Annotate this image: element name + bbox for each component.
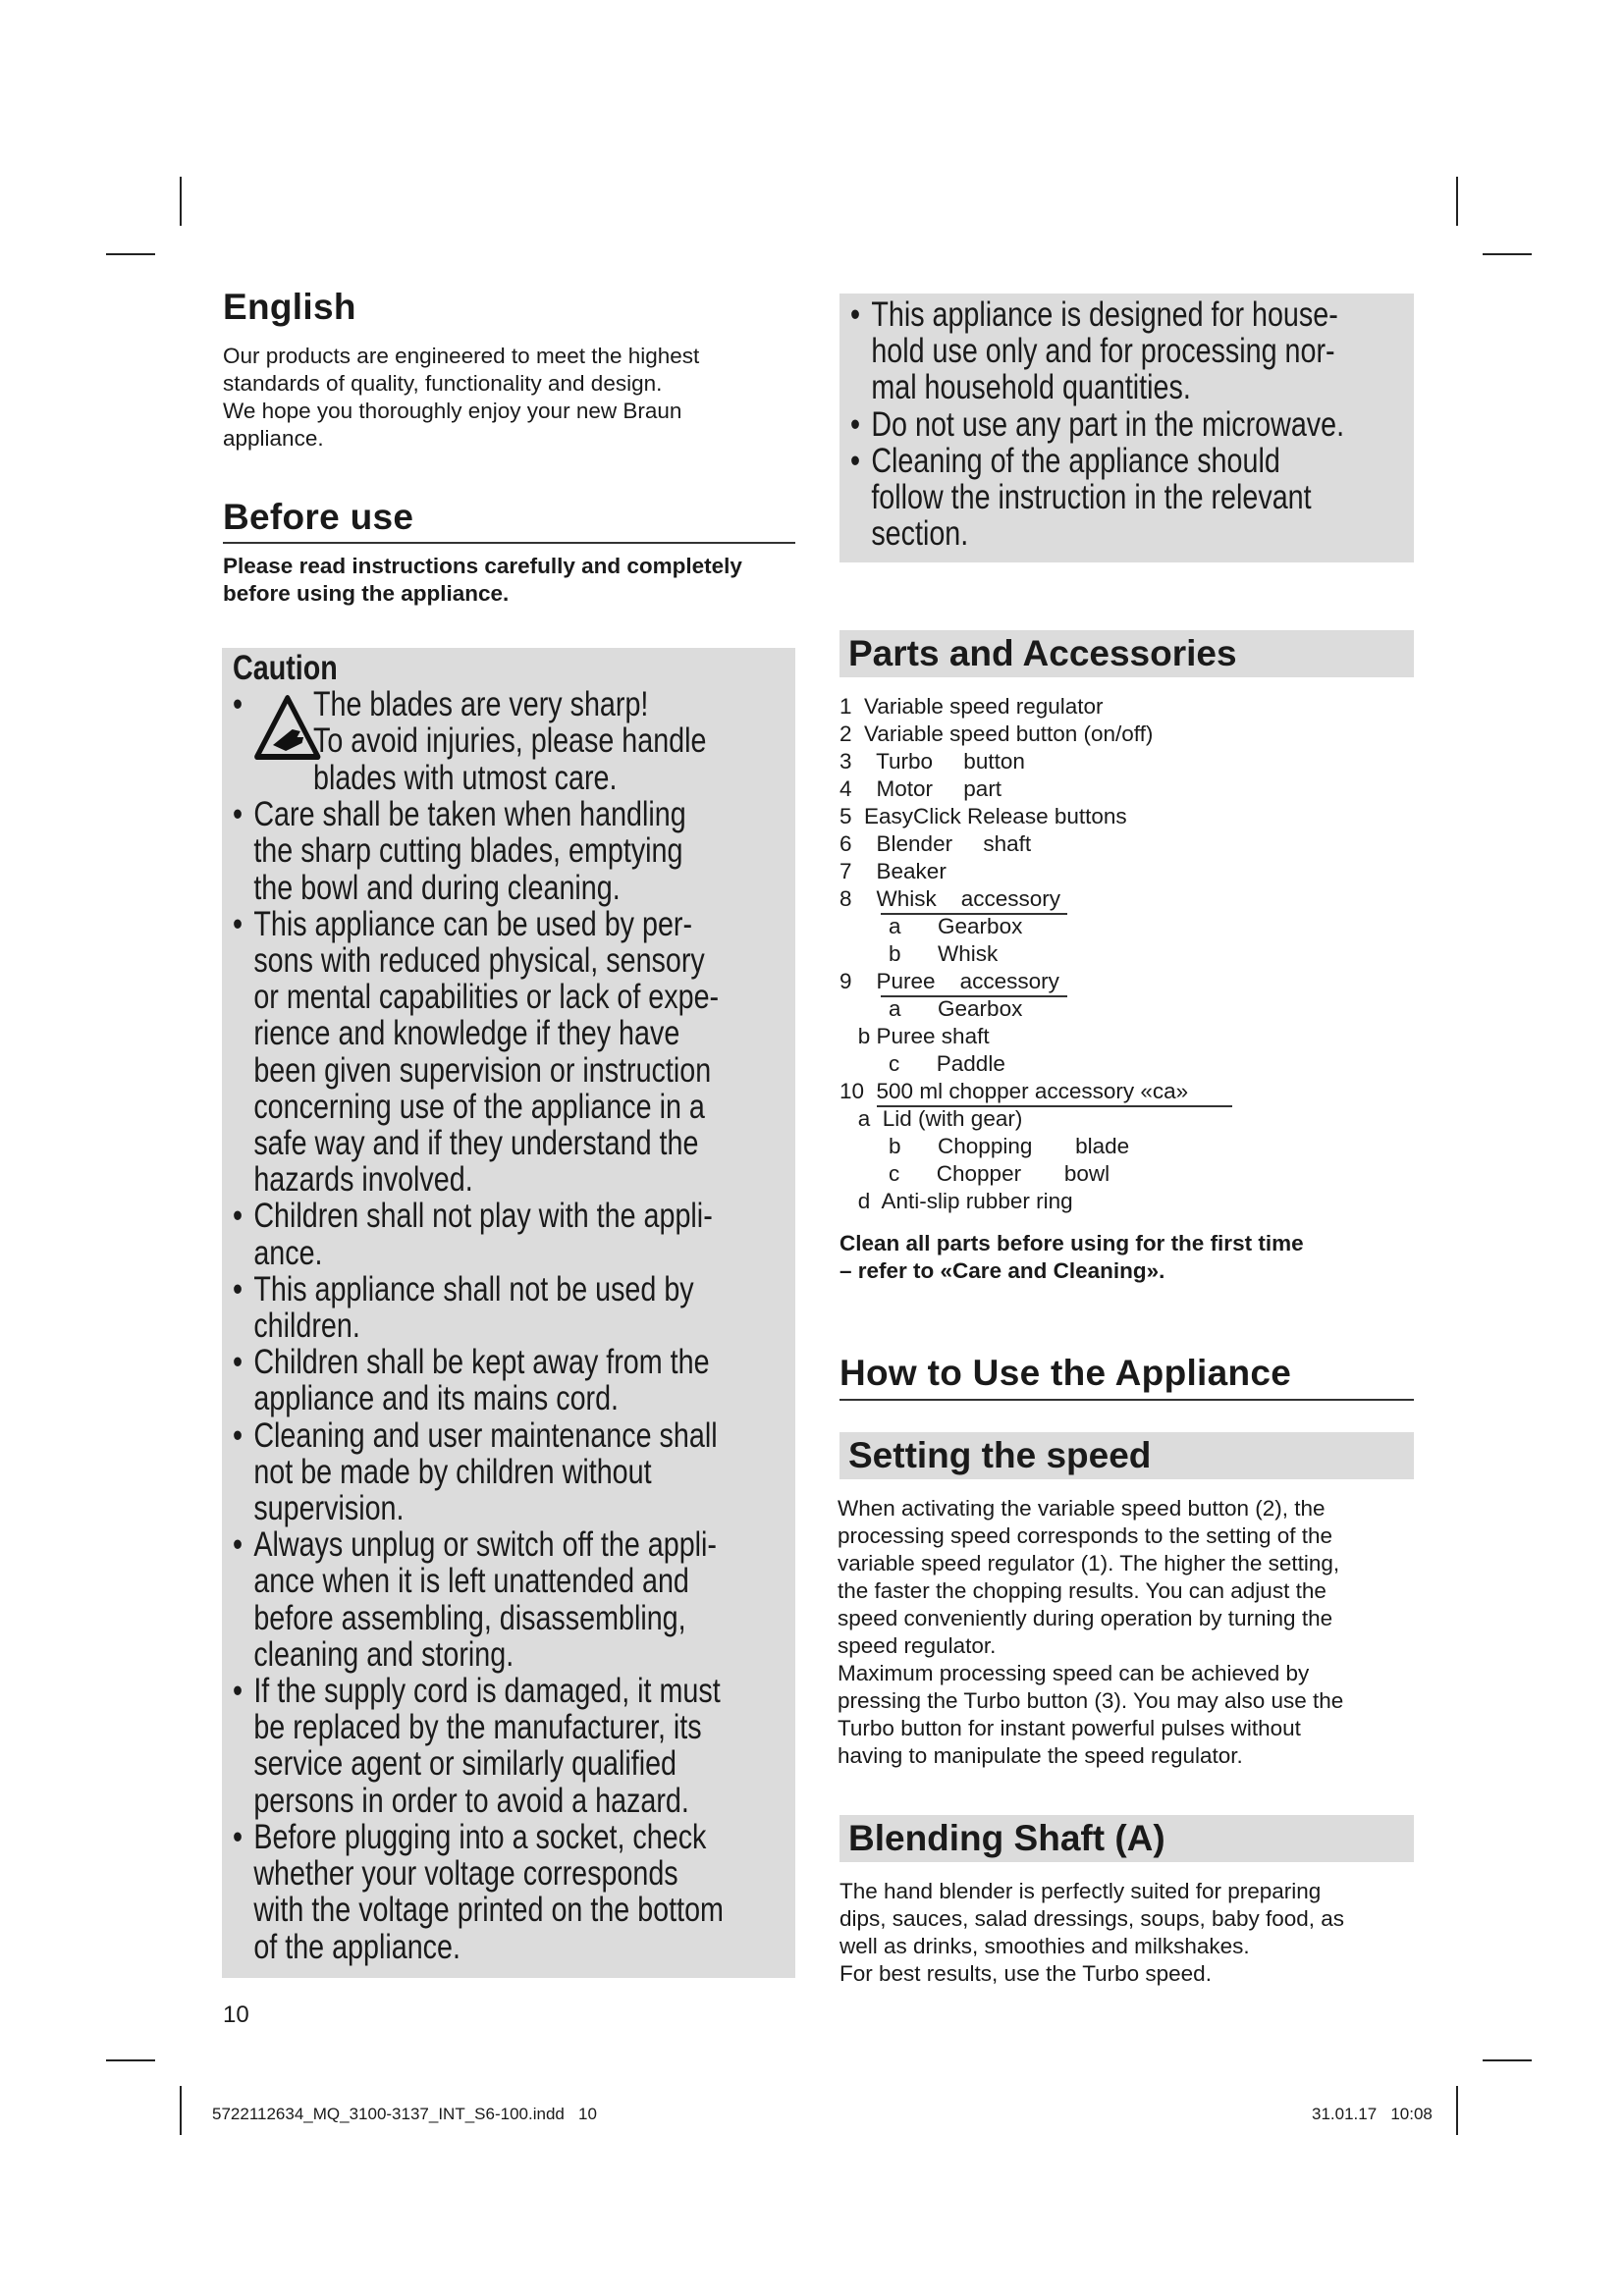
crop-mark [1483,253,1532,255]
speed-line: speed regulator. [838,1633,997,1658]
caution-line: cleaning and storing. [253,1634,514,1674]
parts-line: b Puree shaft [839,1024,990,1048]
speed-line: When activating the variable speed button (2), the [838,1496,1326,1521]
english-heading: English [223,287,356,327]
caution-line: persons in order to avoid a hazard. [253,1781,689,1820]
caution-blade-item [233,686,796,796]
caution-item [233,1344,796,1416]
bullet: • [233,1197,244,1236]
hand-warning-icon [253,694,321,763]
caution-line: be replaced by the manufacturer, its [253,1708,702,1747]
bullet: • [233,904,244,943]
underline [877,1105,1232,1107]
parts-line: c Paddle [839,1051,1005,1076]
caution-line: To avoid injuries, please handle [313,721,707,761]
speed-text [838,1495,1343,1770]
household-item [850,296,1414,406]
bullet: • [233,1415,244,1455]
caution-item [233,1417,796,1527]
how-to-heading: How to Use the Appliance [839,1353,1292,1393]
parts-line: 7 Beaker [839,859,947,883]
caution-line: appliance and its mains cord. [253,1379,620,1418]
caution-line: before assembling, disassembling, [253,1598,686,1637]
household-content [850,296,1400,552]
caution-line: ance when it is left unattended and [253,1562,689,1601]
underline [881,995,1067,997]
note-line: Clean all parts before using for the first time [839,1231,1304,1255]
blending-text [839,1878,1344,1988]
caution-line: of the appliance. [253,1927,460,1966]
speed-line: Turbo button for instant powerful pulses without [838,1716,1301,1740]
caution-line: ance. [253,1233,323,1272]
caution-line: sons with reduced physical, sensory [253,941,705,981]
parts-line: a Gearbox [839,996,1023,1021]
blending-heading: Blending Shaft (A) [848,1818,1165,1858]
speed-line: the faster the chopping results. You can adjust the [838,1578,1326,1603]
caution-line: supervision. [253,1489,405,1528]
blending-line: dips, sauces, salad dressings, soups, baby food, as [839,1906,1345,1931]
crop-mark [1456,177,1458,226]
household-line: Do not use any part in the microwave. [871,404,1345,444]
caution-line: blades with utmost care. [313,758,618,797]
caution-line: service agent or similarly qualified [253,1744,677,1784]
before-use-note [223,553,742,608]
household-line: mal household quantities. [871,368,1191,407]
caution-line: whether your voltage corresponds [253,1854,678,1894]
caution-line: concerning use of the appliance in a [253,1087,705,1126]
caution-line: Always unplug or switch off the appli- [253,1525,717,1565]
caution-line: Before plugging into a socket, check [253,1817,707,1856]
household-item [850,443,1414,553]
caution-item [233,1271,796,1344]
blending-line: well as drinks, smoothies and milkshakes. [839,1934,1250,1958]
caution-line: Cleaning and user maintenance shall [253,1415,718,1455]
note-line: – refer to «Care and Cleaning». [839,1258,1165,1283]
household-line: hold use only and for processing nor- [871,332,1335,371]
english-intro [223,343,699,453]
speed-line: pressing the Turbo button (3). You may also use the [838,1688,1344,1713]
parts-note [839,1230,1304,1285]
caution-line: This appliance shall not be used by [253,1269,694,1308]
page-number: 10 [223,2002,249,2028]
parts-line: 3 Turbo button [839,749,1025,774]
crop-mark [180,177,182,226]
speed-heading: Setting the speed [848,1435,1152,1475]
bullet: • [233,1817,244,1856]
parts-list [839,693,1188,1215]
parts-line: 4 Motor part [839,776,1002,801]
underline [881,913,1067,915]
caution-item [233,1198,796,1270]
footer-date: 31.01.17 10:08 [1312,2105,1433,2123]
intro-line: Our products are engineered to meet the highest [223,344,700,368]
household-item [850,406,1414,443]
caution-line: Children shall be kept away from the [253,1343,710,1382]
parts-line: a Lid (with gear) [839,1106,1023,1131]
parts-line: 2 Variable speed button (on/off) [839,721,1154,746]
caution-line: children. [253,1307,360,1346]
intro-line: We hope you thoroughly enjoy your new Braun [223,399,682,423]
bullet: • [850,441,861,480]
speed-line: having to manipulate the speed regulator. [838,1743,1243,1768]
parts-line: 10 500 ml chopper accessory «ca» [839,1079,1189,1103]
caution-line: the bowl and during cleaning. [253,868,621,907]
caution-item [233,1526,796,1673]
parts-line: b Whisk [839,941,999,966]
caution-line: This appliance can be used by per- [253,904,693,943]
caution-title: Caution [233,649,338,687]
household-line: follow the instruction in the relevant [871,478,1312,517]
caution-line: the sharp cutting blades, emptying [253,831,683,871]
caution-content [233,650,783,1965]
parts-line: 8 Whisk accessory [839,886,1061,911]
household-line: section. [871,514,969,554]
bullet: • [233,1525,244,1565]
caution-item [233,906,796,1199]
parts-line: 1 Variable speed regulator [839,694,1104,719]
household-line: This appliance is designed for house- [871,295,1338,334]
parts-line: 9 Puree accessory [839,969,1059,993]
caution-line: with the voltage printed on the bottom [253,1891,724,1930]
crop-mark [180,2086,182,2135]
bullet: • [233,795,244,834]
intro-line: standards of quality, functionality and design. [223,371,663,396]
crop-mark [1483,2059,1532,2061]
caution-line: rience and knowledge if they have [253,1014,680,1053]
speed-line: processing speed corresponds to the setting of the [838,1523,1333,1548]
bullet: • [233,1343,244,1382]
crop-mark [106,2059,155,2061]
footer-file-info: 5722112634_MQ_3100-3137_INT_S6-100.indd 10 [212,2105,597,2123]
caution-item [233,796,796,906]
parts-heading: Parts and Accessories [848,633,1237,673]
section-rule [223,542,795,544]
household-line: Cleaning of the appliance should [871,441,1280,480]
caution-line: hazards involved. [253,1160,473,1200]
parts-line: a Gearbox [839,914,1023,938]
bullet: • [850,404,861,444]
crop-mark [106,253,155,255]
caution-line: If the supply cord is damaged, it must [253,1672,721,1711]
caution-line: safe way and if they understand the [253,1124,699,1163]
parts-line: 5 EasyClick Release buttons [839,804,1127,828]
parts-line: c Chopper bowl [839,1161,1110,1186]
crop-mark [1456,2086,1458,2135]
parts-line: d Anti-slip rubber ring [839,1189,1073,1213]
note-line: Please read instructions carefully and completely [223,554,742,578]
speed-line: speed conveniently during operation by turning the [838,1606,1333,1630]
caution-line: or mental capabilities or lack of expe- [253,978,720,1017]
caution-line: The blades are very sharp! [313,685,649,724]
blending-line: For best results, use the Turbo speed. [839,1961,1212,1986]
caution-line: Care shall be taken when handling [253,795,686,834]
note-line: before using the appliance. [223,581,510,606]
bullet: • [233,1672,244,1711]
bullet: • [233,1269,244,1308]
bullet: • [233,685,244,724]
caution-line: not be made by children without [253,1452,652,1491]
before-use-heading: Before use [223,497,414,537]
bullet: • [850,295,861,334]
blending-line: The hand blender is perfectly suited for preparing [839,1879,1322,1903]
section-rule [839,1399,1414,1401]
speed-line: Maximum processing speed can be achieved by [838,1661,1310,1685]
caution-item [233,1673,796,1819]
intro-line: appliance. [223,426,324,451]
caution-line: been given supervision or instruction [253,1050,712,1090]
parts-line: 6 Blender shaft [839,831,1032,856]
parts-line: b Chopping blade [839,1134,1130,1158]
speed-line: variable speed regulator (1). The higher the setting, [838,1551,1340,1575]
caution-item [233,1819,796,1965]
caution-line: Children shall not play with the appli- [253,1197,713,1236]
